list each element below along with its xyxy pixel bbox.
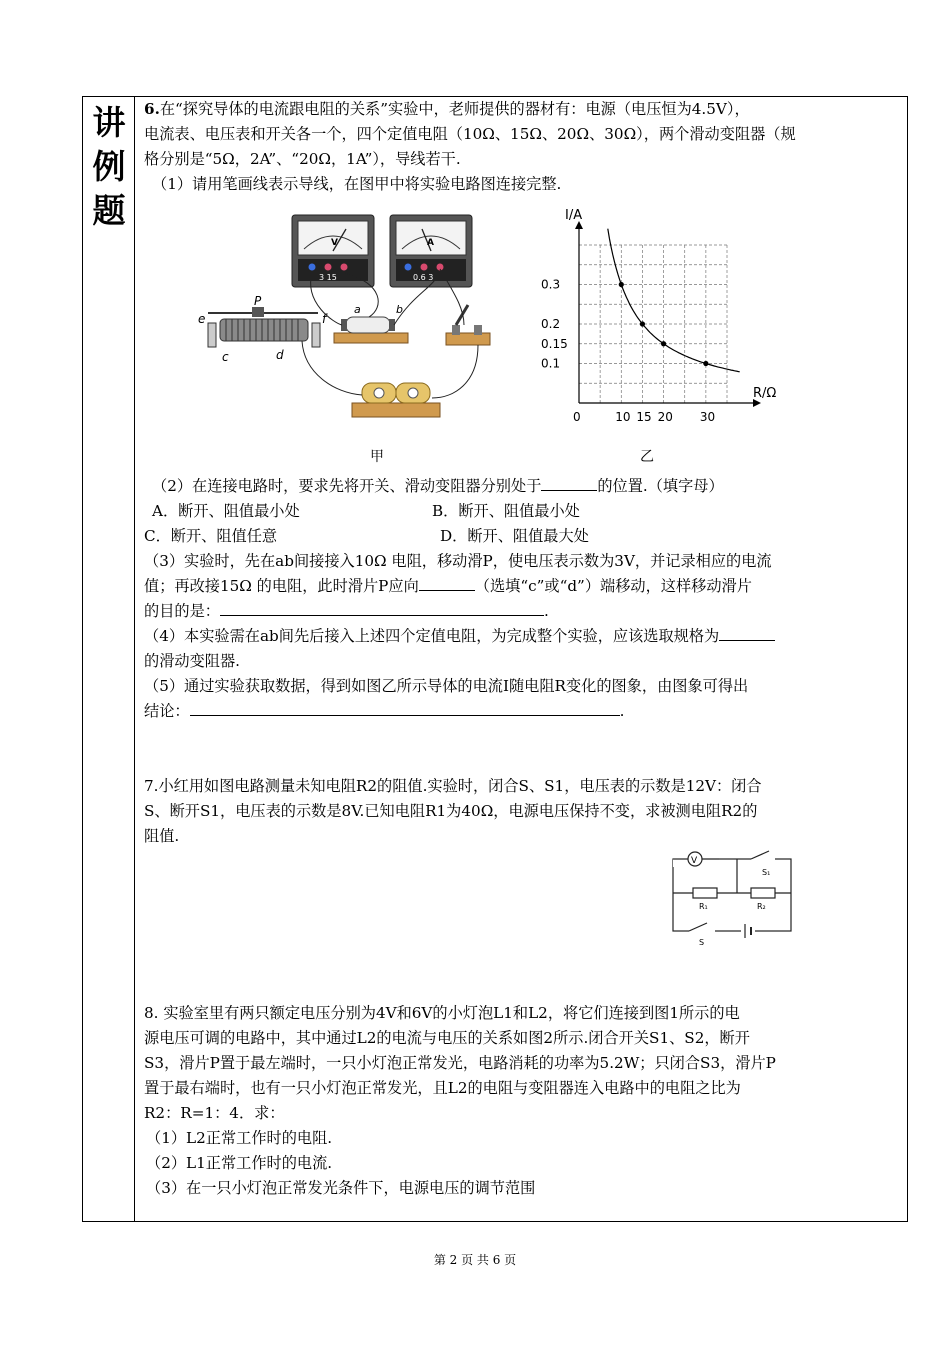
q6-part-4-line-1: （4）本实验需在ab间先后接入上述四个定值电阻，为完成整个实验，应该选取规格为 [144,625,775,647]
option-b: B．断开、阻值最小处 [432,502,580,520]
svg-text:P: P [254,294,262,308]
x-tick-label: 15 [636,410,652,424]
resistor-r1-symbol [693,888,717,898]
rheostat-icon [208,307,320,347]
voltmeter-icon [292,215,374,287]
q8-sub-1: （1）L2正常工作时的电阻. [146,1129,333,1147]
svg-text:b: b [396,303,403,316]
battery-icon [352,383,440,417]
switch-icon [446,305,490,345]
resistor-r2-symbol [751,888,775,898]
ammeter-icon [390,215,472,287]
answer-blank[interactable] [190,700,620,716]
svg-text:S₁: S₁ [762,868,771,877]
svg-text:A: A [427,238,434,248]
svg-text:R₂: R₂ [757,902,766,911]
x-tick-label: 30 [699,410,716,424]
y-tick-label: 0.15 [541,336,568,351]
q6-line-3: 格分别是“5Ω，2A”、“20Ω，1A”），导线若干. [144,150,461,168]
q6-part-1: （1）请用笔画线表示导线，在图甲中将实验电路图连接完整. [152,175,562,193]
q8-sub-3: （3）在一只小灯泡正常发光条件下，电源电压的调节范围 [146,1179,536,1197]
ir-curve [608,229,740,372]
page-footer: 第 2 页 共 6 页 [433,1253,517,1267]
y-tick-label: 0.3 [541,277,561,292]
q8-line-4: 置于最右端时，也有一只小灯泡正常发光，且L2的电阻与变阻器连入电路中的电阻之比为 [144,1079,741,1097]
q6-part-5-line-2: 结论： . [144,702,625,720]
svg-text:S: S [699,938,705,947]
q6-line-1: 6.在“探究导体的电流跟电阻的关系”实验中，老师提供的器材有：电源（电压恒为4.5V）， [144,100,750,118]
apparatus-figure [194,213,494,443]
svg-text:d: d [276,348,284,362]
q7-line-2: S、断开S1，电压表的示数是8V.已知电阻R1为40Ω，电源电压保持不变，求被测电阻R2的 [144,802,758,820]
answer-blank[interactable] [719,625,775,641]
q7-line-3: 阻值. [144,827,180,845]
x-tick-label: 0 [573,410,581,424]
figure-right-caption: 乙 [640,449,654,465]
q8-line-2: 源电压可调的电路中，其中通过L2的电流与电压的关系如图2所示.闭合开关S1、S2，断开 [144,1029,750,1047]
q8-line-3: S3，滑片P置于最左端时，一只小灯泡正常发光，电路消耗的功率为5.2W；只闭合S3，滑片P [144,1054,776,1072]
lesson-table [82,96,908,1222]
svg-text:V: V [691,856,698,866]
data-point [703,361,708,366]
x-tick-label: 20 [657,410,673,424]
answer-blank[interactable] [220,600,544,616]
option-c: C．断开、阻值任意 [144,527,278,545]
svg-text:a: a [354,303,361,316]
q8-line-5: R2：R=1：4．求： [144,1104,285,1122]
side-char-1: 讲 [92,103,126,142]
ir-graph [539,209,799,439]
x-axis-label: R/Ω [753,386,777,401]
answer-blank[interactable] [419,575,475,591]
svg-text:R₁: R₁ [699,902,708,911]
x-tick-label: 10 [615,410,631,424]
data-point [619,282,624,287]
q8-line-1: 8. 实验室里有两只额定电压分别为4V和6V的小灯泡L1和L2，将它们连接到图1所示的电 [144,1004,740,1022]
svg-text:0.6 3: 0.6 3 [413,273,434,282]
side-char-3: 题 [92,191,126,230]
q6-part-3-line-2: 值；再改接15Ω 的电阻，此时滑片P应向 （选填“c”或“d”）端移动，这样移动滑片 [144,577,752,595]
svg-text:c: c [222,350,229,364]
q6-part-4-line-2: 的滑动变阻器. [144,652,240,670]
q7-circuit-diagram [669,847,799,949]
q6-part-3-line-1: （3）实验时，先在ab间接接入10Ω 电阻，移动滑P，使电压表示数为3V，并记录相应的电流 [144,552,772,570]
side-char-2: 例 [92,147,126,186]
y-tick-label: 0.1 [541,356,561,371]
y-tick-label: 0.2 [541,317,561,331]
svg-text:3 15: 3 15 [319,273,337,282]
option-a: A．断开、阻值最小处 [152,502,300,520]
figure-left-caption: 甲 [370,449,384,465]
q6-part-3-line-3: 的目的是： . [144,602,549,620]
q7-line-1: 7.小红用如图电路测量未知电阻R2的阻值.实验时，闭合S、S1，电压表的示数是12V：闭合 [144,777,762,795]
q6-line-2: 电流表、电压表和开关各一个，四个定值电阻（10Ω、15Ω、20Ω、30Ω），两个滑动变阻器（规 [144,125,796,143]
option-d: D．断开、阻值最大处 [440,527,589,545]
y-axis-label: I/A [565,209,583,223]
q6-part-2: （2）在连接电路时，要求先将开关、滑动变阻器分别处于 的位置.（填字母） [152,477,724,495]
answer-blank[interactable] [541,475,597,491]
svg-text:e: e [198,312,206,326]
q8-sub-2: （2）L1正常工作时的电流. [146,1154,333,1172]
data-point [661,341,666,346]
svg-text:V: V [331,238,338,248]
side-title-column [83,97,135,1221]
q6-part-5-line-1: （5）通过实验获取数据，得到如图乙所示导体的电流I随电阻R变化的图象，由图象可得出 [144,677,749,695]
svg-text:f: f [322,312,327,326]
data-point [640,321,645,326]
